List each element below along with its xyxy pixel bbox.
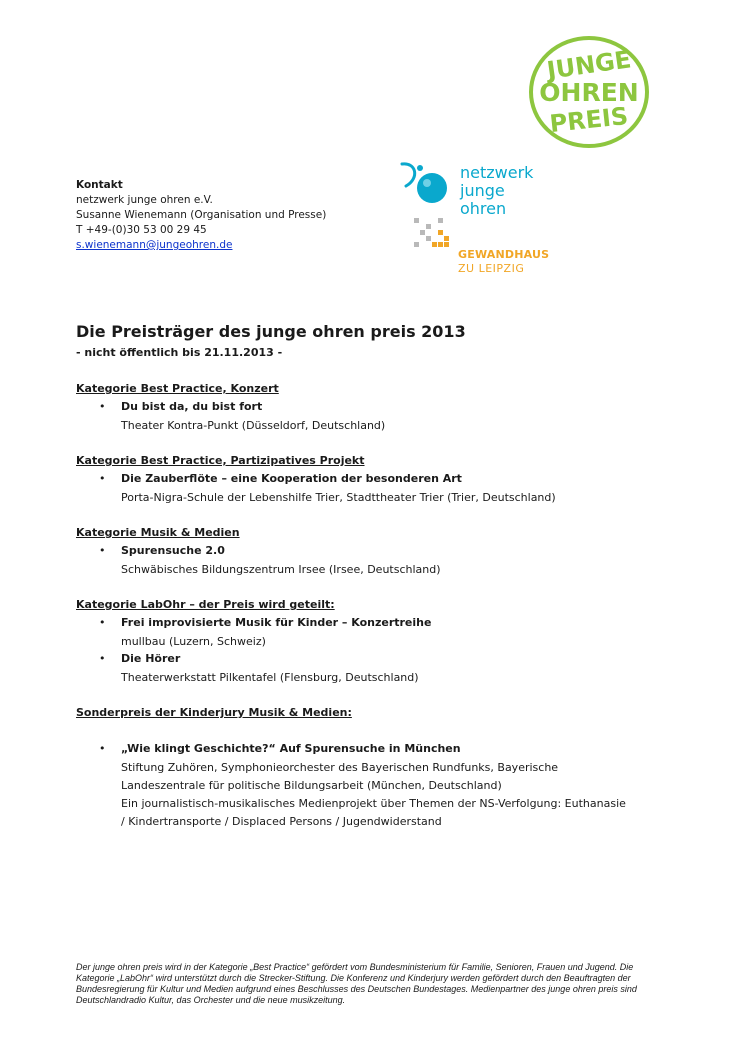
- footer-note: Der junge ohren preis wird in der Kategorie „Best Practice“ gefördert vom Bundesministerium für Familie, Senioren, Frauen und Jugend. Die Kategorie „LabOhr“ wird unterstützt durch die Strecker-Stiftung. Die Konferenz und Kinderjury werden gefördert durch den Beauftragten der Bundesregierung für Kultur und Medien aufgrund eines Beschlusses des Deutschen Bundestages. Medienpartner des junge ohren preis sind Deutschlandradio Kultur, das Orchester und die neue musikzeitung.: [76, 962, 637, 1005]
- bullet-icon: •: [99, 472, 106, 485]
- contact-block: [76, 178, 326, 253]
- bullet-icon: •: [99, 742, 106, 755]
- entry-title: Die Hörer: [121, 652, 181, 665]
- netzwerk-line1: netzwerk: [460, 163, 534, 182]
- gewandhaus-line1: GEWANDHAUS: [458, 248, 550, 261]
- entry-line: Theater Kontra-Punkt (Düsseldorf, Deutschland): [121, 419, 386, 432]
- logo-word-preis: PREIS: [548, 101, 630, 139]
- gewandhaus-grid-icon: [412, 216, 452, 252]
- category-heading: Sonderpreis der Kinderjury Musik & Medien:: [76, 706, 352, 719]
- entry-line: Schwäbisches Bildungszentrum Irsee (Irsee, Deutschland): [121, 563, 441, 576]
- category-heading: Kategorie Best Practice, Konzert: [76, 382, 279, 395]
- entry-line: Landeszentrale für politische Bildungsarbeit (München, Deutschland): [121, 779, 502, 792]
- page-subtitle: - nicht öffentlich bis 21.11.2013 -: [76, 346, 283, 359]
- contact-person: Susanne Wienemann (Organisation und Presse): [76, 209, 327, 221]
- bullet-icon: •: [99, 400, 106, 413]
- entry-line: Stiftung Zuhören, Symphonieorchester des Bayerischen Rundfunks, Bayerische: [121, 761, 559, 774]
- contact-org: netzwerk junge ohren e.V.: [76, 194, 213, 206]
- category-heading: Kategorie LabOhr – der Preis wird geteilt:: [76, 598, 335, 611]
- entry-title: Du bist da, du bist fort: [121, 400, 263, 413]
- logo-word-junge: JUNGE: [545, 45, 633, 85]
- entry-line: Ein journalistisch-musikalisches Medienprojekt über Themen der NS-Verfolgung: Euthanasie: [121, 797, 626, 810]
- bullet-icon: •: [99, 652, 106, 665]
- entry-title: „Wie klingt Geschichte?“ Auf Spurensuche in München: [121, 742, 461, 755]
- category-heading: Kategorie Musik & Medien: [76, 526, 240, 539]
- entry-title: Die Zauberflöte – eine Kooperation der besonderen Art: [121, 472, 462, 485]
- gewandhaus-line2: ZU LEIPZIG: [458, 262, 525, 275]
- bullet-icon: •: [99, 544, 106, 557]
- bullet-icon: •: [99, 616, 106, 629]
- ear-icon: [398, 158, 454, 206]
- junge-ohren-preis-logo: [528, 35, 650, 149]
- entry-title: Spurensuche 2.0: [121, 544, 225, 557]
- page-title: Die Preisträger des junge ohren preis 2013: [76, 322, 466, 341]
- contact-heading: Kontakt: [76, 179, 123, 191]
- netzwerk-line2: junge ohren: [460, 181, 507, 218]
- contact-phone: T +49-(0)30 53 00 29 45: [76, 224, 207, 236]
- entry-line: Theaterwerkstatt Pilkentafel (Flensburg, Deutschland): [121, 671, 419, 684]
- contact-email-link[interactable]: s.wienemann@jungeohren.de: [76, 239, 233, 251]
- entry-line: mullbau (Luzern, Schweiz): [121, 635, 266, 648]
- entry-line: / Kindertransporte / Displaced Persons / Jugendwiderstand: [121, 815, 442, 828]
- logo-word-ohren: OHREN: [539, 78, 639, 107]
- entry-line: Porta-Nigra-Schule der Lebenshilfe Trier, Stadttheater Trier (Trier, Deutschland): [121, 491, 556, 504]
- entry-title: Frei improvisierte Musik für Kinder – Konzertreihe: [121, 616, 432, 629]
- category-heading: Kategorie Best Practice, Partizipatives Projekt: [76, 454, 365, 467]
